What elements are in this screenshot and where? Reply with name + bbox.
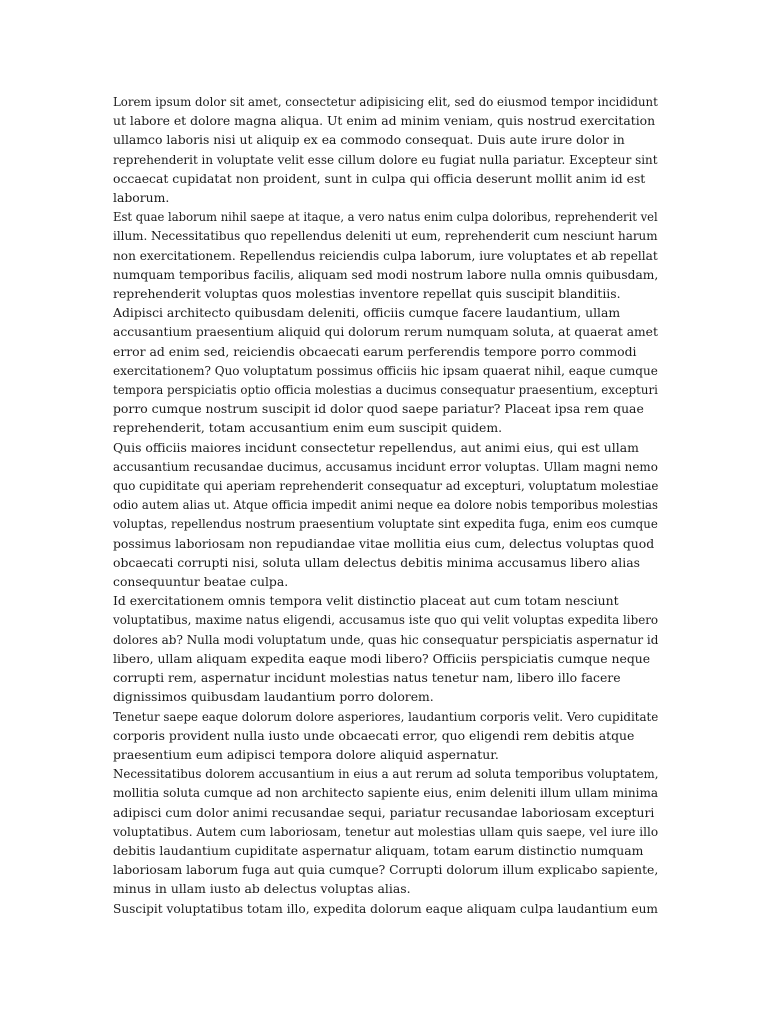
text-line: Lorem ipsum dolor sit amet, consectetur adipisicing elit, sed do eiusmod tempor incididunt	[113, 94, 658, 109]
text-line: ullamco laboris nisi ut aliquip ex ea commodo consequat. Duis aute irure dolor in	[113, 132, 625, 148]
text-line: mollitia soluta cumque ad non architecto sapiente eius, enim deleniti illum ullam minima	[113, 785, 659, 801]
text-line: Est quae laborum nihil saepe at itaque, a vero natus enim culpa doloribus, reprehenderit vel	[113, 209, 658, 225]
text-line: Quis officiis maiores incidunt consectetur repellendus, aut animi eius, qui est ullam	[113, 439, 639, 455]
text-line: error ad enim sed, reiciendis obcaecati earum perferendis tempore porro commodi	[113, 343, 637, 359]
text-line: debitis laudantium cupiditate aspernatur aliquam, totam earum distinctio numquam	[113, 842, 644, 858]
text-line: corrupti rem, aspernatur incidunt molestias natus tenetur nam, libero illo facere	[113, 670, 621, 686]
text-line: adipisci cum dolor animi recusandae sequi, pariatur recusandae laboriosam excepturi	[113, 804, 655, 820]
text-line: illum. Necessitatibus quo repellendus deleniti ut eum, reprehenderit cum nesciunt harum	[113, 228, 658, 244]
text-line: reprehenderit, totam accusantium enim eum suscipit quidem.	[113, 420, 503, 436]
text-line: accusantium praesentium aliquid qui dolorum rerum numquam soluta, at quaerat amet	[113, 324, 658, 340]
paragraph	[113, 92, 658, 207]
text-line: dignissimos quibusdam laudantium porro dolorem.	[113, 689, 434, 705]
text-line: numquam temporibus facilis, aliquam sed modi nostrum labore nulla omnis quibusdam,	[113, 266, 659, 282]
paragraph	[113, 899, 658, 918]
text-line: ut labore et dolore magna aliqua. Ut enim ad minim veniam, quis nostrud exercitation	[113, 113, 656, 129]
text-line: praesentium eum adipisci tempora dolore aliquid aspernatur.	[113, 746, 499, 762]
text-line: corporis provident nulla iusto unde obcaecati error, quo eligendi rem debitis atque	[113, 727, 635, 743]
text-line: laboriosam laborum fuga aut quia cumque? Corrupti dolorum illum explicabo sapiente,	[113, 862, 659, 878]
text-line: reprehenderit in voluptate velit esse cillum dolore eu fugiat nulla pariatur. Excepteur sint	[113, 151, 658, 167]
text-line: voluptas, repellendus nostrum praesentium voluptate sint expedita fuga, enim eos cumque	[113, 516, 658, 532]
paragraph	[113, 591, 658, 706]
paragraph	[113, 707, 658, 765]
paragraph	[113, 303, 658, 437]
text-line: consequuntur beatae culpa.	[113, 574, 289, 590]
text-line: accusantium recusandae ducimus, accusamus incidunt error voluptas. Ullam magni nemo	[113, 458, 658, 474]
text-line: exercitationem? Quo voluptatum possimus officiis hic ipsam quaerat nihil, eaque cumque	[113, 362, 658, 378]
text-line: voluptatibus, maxime natus eligendi, accusamus iste quo qui velit voluptas expedita libero	[113, 612, 659, 628]
text-line: minus in ullam iusto ab delectus voluptas alias.	[113, 881, 411, 897]
text-line: porro cumque nostrum suscipit id dolor quod saepe pariatur? Placeat ipsa rem quae	[113, 401, 644, 417]
text-line: obcaecati corrupti nisi, soluta ullam delectus debitis minima accusamus libero alias	[113, 554, 640, 570]
text-line: tempora perspiciatis optio officia molestias a ducimus consequatur praesentium, excepturi	[113, 382, 658, 398]
document-body	[113, 92, 658, 918]
text-line: non exercitationem. Repellendus reiciendis culpa laborum, iure voluptates et ab repellat	[113, 247, 658, 263]
text-line: libero, ullam aliquam expedita eaque modi libero? Officiis perspiciatis cumque neque	[113, 650, 651, 666]
text-line: voluptatibus. Autem cum laboriosam, tenetur aut molestias ullam quis saepe, vel iure illo	[113, 823, 659, 839]
paragraph	[113, 438, 658, 592]
text-line: laborum.	[113, 190, 170, 206]
text-line: Id exercitationem omnis tempora velit distinctio placeat aut cum totam nesciunt	[113, 593, 619, 609]
text-line: Adipisci architecto quibusdam deleniti, officiis cumque facere laudantium, ullam	[113, 305, 621, 321]
paragraph	[113, 207, 658, 303]
text-line: odio autem alias ut. Atque officia impedit animi neque ea dolore nobis temporibus molestias	[113, 497, 658, 513]
paragraph	[113, 764, 658, 898]
text-line: possimus laboriosam non repudiandae vitae mollitia eius cum, delectus voluptas quod	[113, 535, 655, 551]
text-line: dolores ab? Nulla modi voluptatum unde, quas hic consequatur perspiciatis aspernatur id	[113, 631, 659, 647]
text-line: Tenetur saepe eaque dolorum dolore asperiores, laudantium corporis velit. Vero cupiditate	[113, 708, 659, 724]
text-line: occaecat cupidatat non proident, sunt in culpa qui officia deserunt mollit anim id est	[113, 170, 646, 186]
text-line: Suscipit voluptatibus totam illo, expedita dolorum eaque aliquam culpa laudantium eum	[113, 900, 658, 916]
text-line: quo cupiditate qui aperiam reprehenderit consequatur ad excepturi, voluptatum molestiae	[113, 478, 659, 494]
text-line: reprehenderit voluptas quos molestias inventore repellat quis suscipit blanditiis.	[113, 286, 621, 302]
text-line: Necessitatibus dolorem accusantium in eius a aut rerum ad soluta temporibus voluptatem,	[113, 766, 659, 782]
